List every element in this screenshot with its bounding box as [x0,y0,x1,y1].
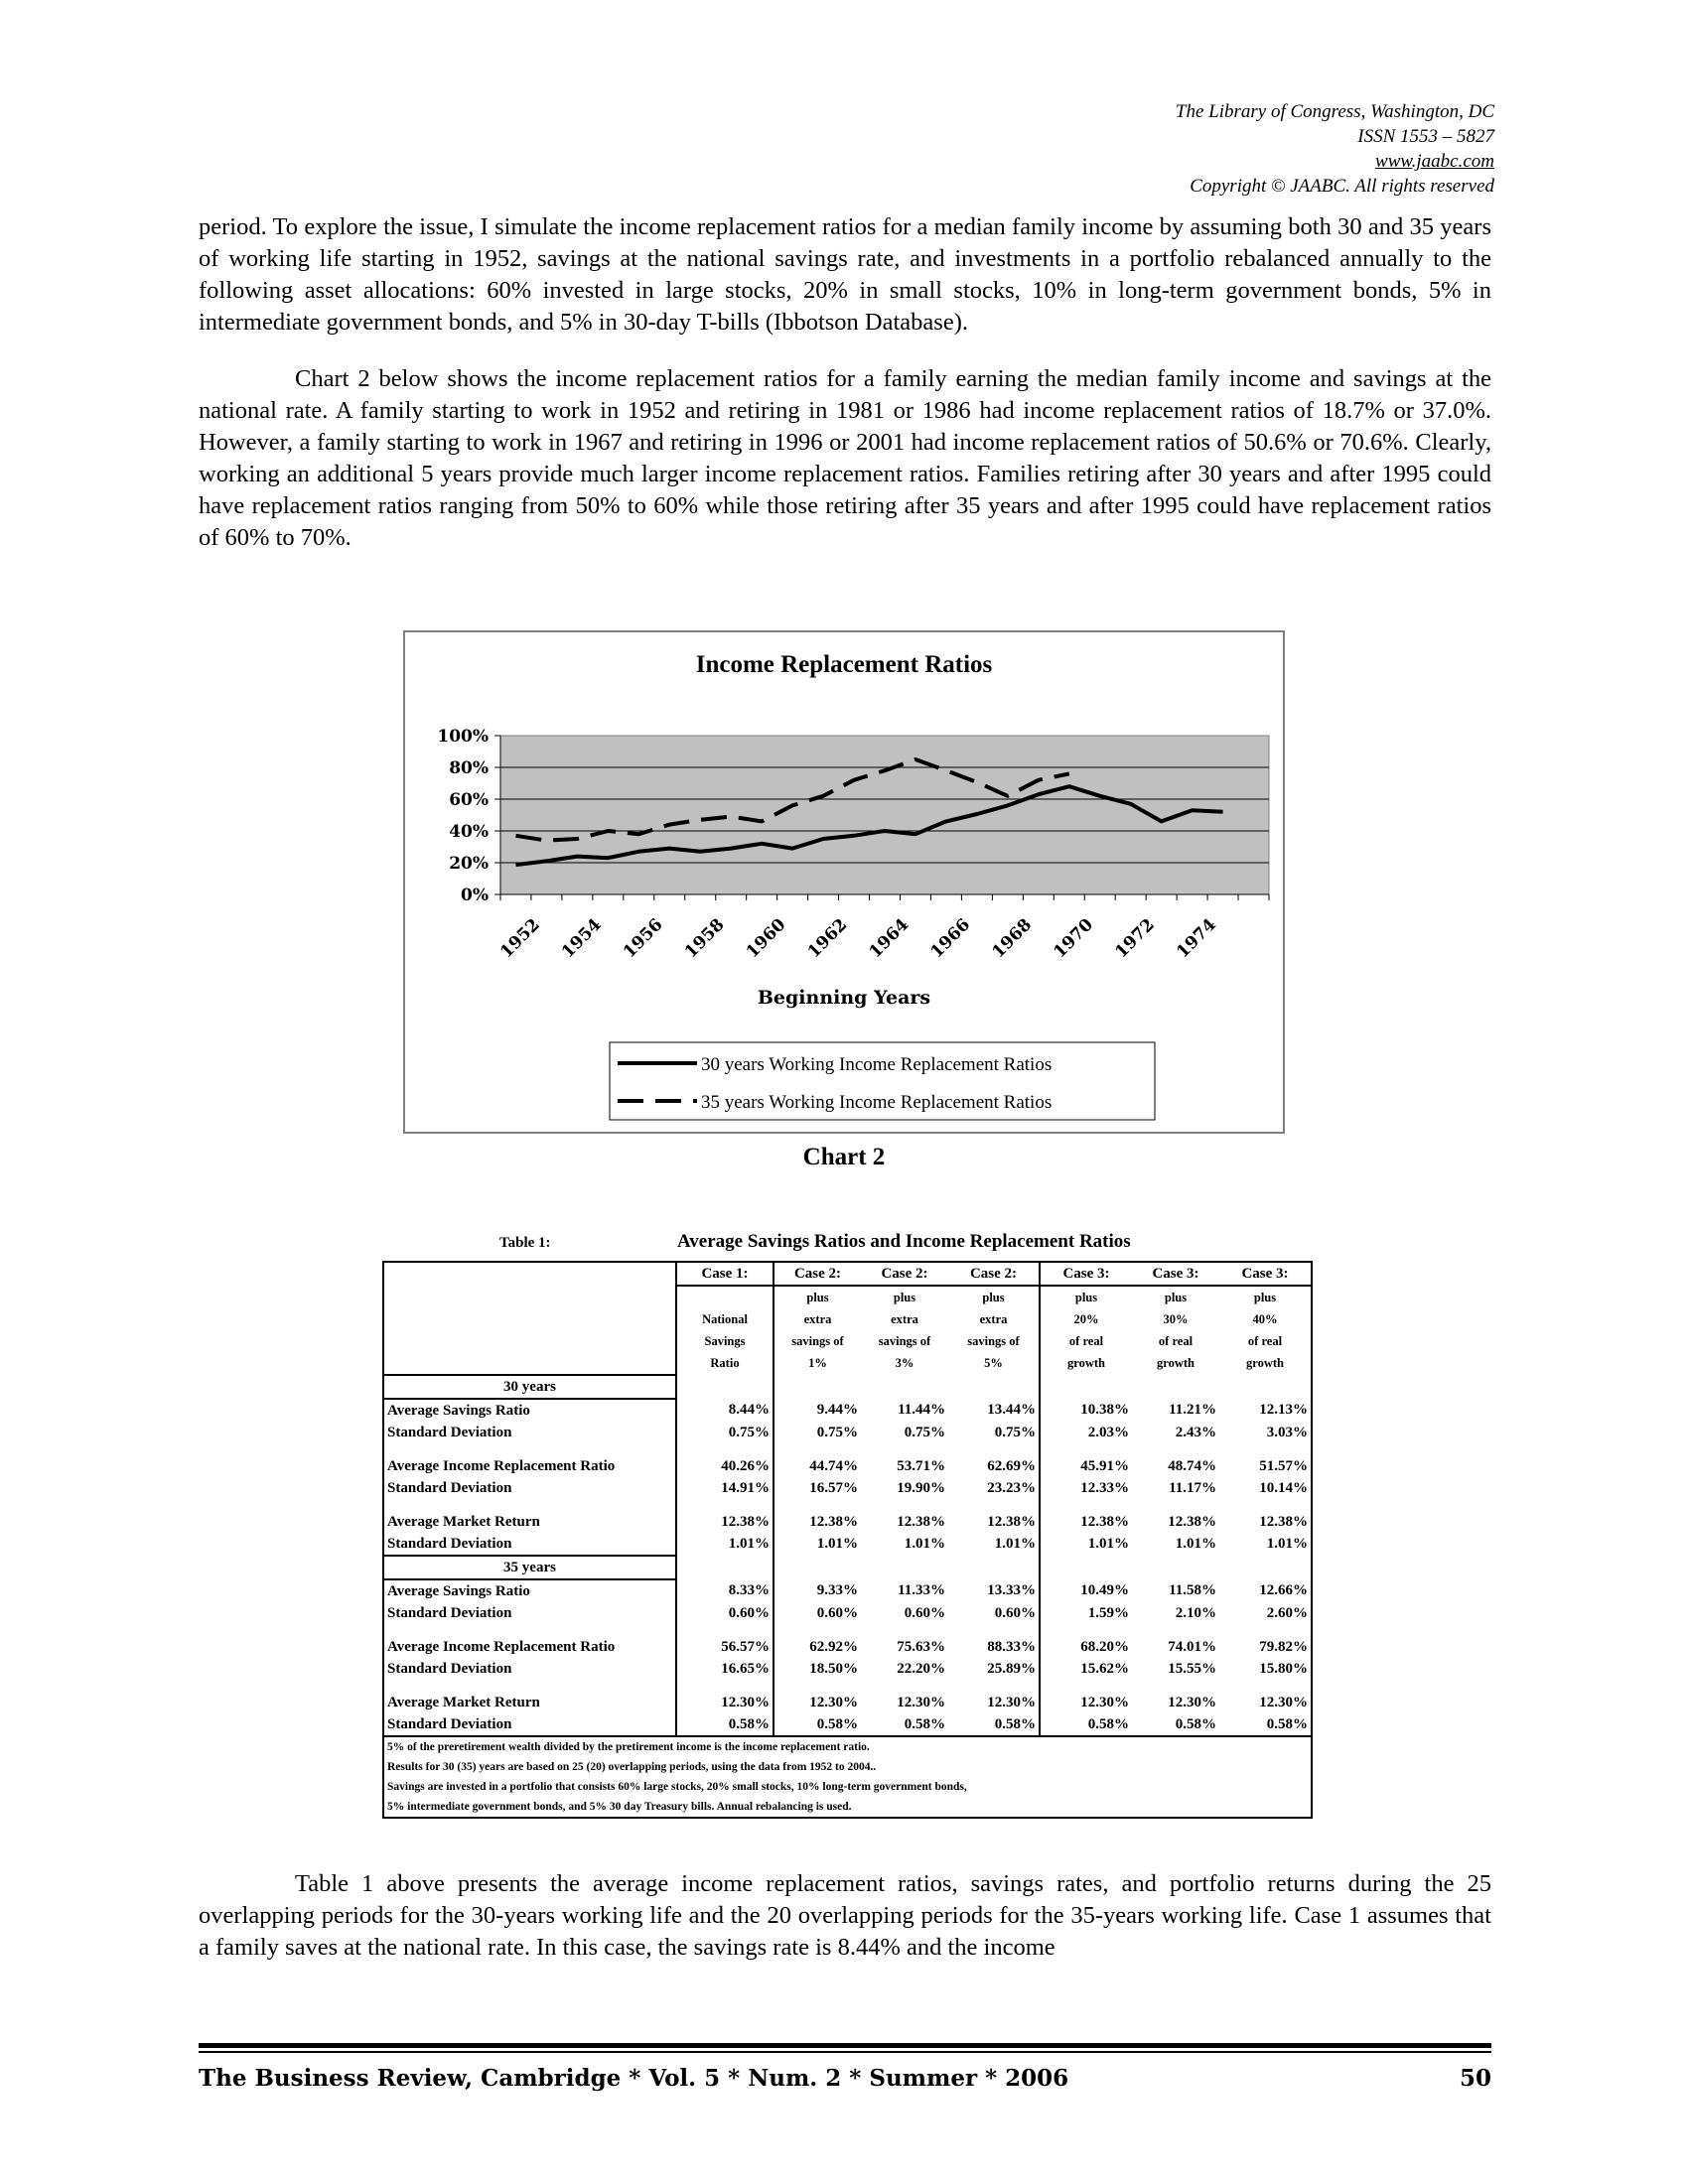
case-description: extra [948,1308,1040,1330]
table-cell: 8.33% [676,1579,774,1602]
table-cell: 0.58% [1219,1713,1312,1736]
row-label: Average Income Replacement Ratio [387,1638,616,1655]
case-description: plus [893,1290,916,1304]
case-description: 40% [1219,1308,1312,1330]
table-cell: 56.57% [676,1636,774,1658]
y-tick-label: 0% [461,886,489,905]
y-tick-label: 20% [449,854,489,874]
table-cell: 68.20% [1080,1638,1129,1655]
x-axis-label: Beginning Years [757,987,931,1009]
case-header: Case 2: [861,1262,948,1286]
row-label: Average Market Return [387,1513,540,1530]
table-row [383,1511,1312,1533]
paragraph-table-discussion: Table 1 above presents the average income replacement ratios, savings rates, and portfolio returns during the 25 overlapping periods for the 30-years working life and the 20 overlapping periods for the 35-years working life. Case 1 assumes that a family saves at the national rate. In this case, the savings rate is 8.44% and the income [199,1870,1491,1961]
case-description: extra [803,1311,832,1326]
row-label: Average Savings Ratio [387,1402,530,1419]
table-cell: 0.60% [676,1602,774,1624]
section-blank [1219,1556,1312,1579]
table-cell: 22.20% [897,1660,945,1677]
section-blank [1040,1375,1132,1399]
table-row [383,1658,1312,1680]
table-cell: 16.65% [676,1658,774,1680]
section-blank [948,1556,1040,1579]
spacer [1040,1624,1132,1636]
spacer [383,1443,676,1455]
page-number: 50 [1459,2065,1491,2092]
table-note: 5% intermediate government bonds, and 5% 30 day Treasury bills. Annual rebalancing is used. [387,1801,852,1813]
case-description: plus [948,1286,1040,1308]
legend-label-35-years: 35 years Working Income Replacement Ratios [701,1092,1053,1113]
subheader-blank [383,1308,676,1330]
spacer-row [383,1443,1312,1455]
x-axis [496,894,1269,962]
table-cell: 1.01% [1175,1536,1216,1552]
x-tick-label: 1954 [558,914,606,963]
y-tick-label: 80% [449,758,489,778]
table-row [383,1399,1312,1422]
header-corner [383,1262,676,1286]
x-tick-label: 1960 [742,914,790,963]
section-blank [861,1375,948,1399]
table-cell: 75.63% [897,1638,945,1655]
spacer [1219,1443,1312,1455]
table-cell: 2.43% [1175,1424,1216,1440]
chart-canvas [405,632,1283,1132]
x-tick-label: 1974 [1173,914,1220,963]
x-tick-label: 1970 [1050,914,1098,963]
spacer [948,1624,1040,1636]
chart-title: Income Replacement Ratios [695,651,993,678]
row-label: Standard Deviation [387,1660,512,1677]
table-row [383,1602,1312,1624]
spacer [1132,1624,1219,1636]
table-cell: 13.33% [948,1579,1040,1602]
spacer [861,1680,948,1692]
spacer [774,1624,861,1636]
paragraph-chart-discussion: Chart 2 below shows the income replacement ratios for a family earning the median family income and savings at the national rate. A family starting to work in 1952 and retiring in 1981 or 1986 had income replacement ratios of 18.7% or 37.0%. However, a family starting to work in 1967 and retiring in 1996 or 2001 had income replacement ratios of 50.6% or 70.6%. Clearly, working an additional 5 years provide much larger income replacement ratios. Families retiring after 30 years and after 1995 could have replacement ratios ranging from 50% to 60% while those retiring after 35 years and after 1995 could have replacement ratios of 60% to 70%. [199,365,1491,551]
spacer [1219,1624,1312,1636]
table-1 [382,1231,1311,1819]
table-cell: 12.33% [1080,1479,1129,1496]
table-cell: 51.57% [1219,1455,1312,1477]
table-cell: 0.58% [816,1715,858,1732]
case-description: National [676,1308,774,1330]
table-cell: 12.30% [948,1692,1040,1713]
table-cell: 48.74% [1168,1457,1216,1474]
table-cell: 0.75% [948,1422,1040,1443]
section-title: 30 years [383,1375,676,1399]
table-cell: 11.44% [898,1402,945,1418]
table-cell: 15.55% [1168,1660,1216,1677]
case-description: plus [1219,1286,1312,1308]
table-label: Table 1: [499,1235,551,1251]
table-cell: 1.59% [1087,1604,1129,1621]
table-cell: 1.01% [1087,1536,1129,1552]
table-cell: 12.30% [897,1694,945,1710]
case-description: plus [1164,1290,1188,1304]
table-note: Results for 30 (35) years are based on 25 (20) overlapping periods, using the data from 1952 to 2004.. [387,1761,877,1773]
paragraph-intro: period. To explore the issue, I simulate the income replacement ratios for a median family income by assuming both 30 and 35 years of working life starting in 1952, savings at the national savings rate, and investments in a portfolio rebalanced annually to the following asset allocations: 60% invested in large stocks, 20% in small stocks, 10% in long-term government bonds, 5% in intermediate government bonds, and 5% in 30-day T-bills (Ibbotson Database). [199,213,1491,336]
table-cell: 10.14% [1219,1477,1312,1499]
table-cell: 1.01% [676,1533,774,1556]
table-row [383,1713,1312,1736]
legend-label-30-years: 30 years Working Income Replacement Ratios [701,1054,1053,1075]
row-label: Average Savings Ratio [387,1582,530,1599]
footer-rule-thin [199,2051,1491,2053]
table-cell: 12.30% [676,1692,774,1713]
table-cell: 18.50% [809,1660,858,1677]
case-header: Case 3: [1040,1262,1132,1286]
table-cell: 1.01% [816,1536,858,1552]
row-label: Average Income Replacement Ratio [387,1457,616,1474]
case-header: Case 3: [1132,1262,1219,1286]
table-cell: 11.21% [1169,1402,1216,1418]
spacer [861,1499,948,1511]
section-blank [774,1375,861,1399]
table-row [383,1636,1312,1658]
table-note-row [383,1777,1312,1797]
table-note: 5% of the preretirement wealth divided by the pretirement income is the income replacement ratio. [383,1736,1312,1757]
section-blank [1040,1556,1132,1579]
row-label: Standard Deviation [387,1715,512,1732]
y-tick-label: 100% [437,727,489,747]
table-cell: 12.38% [1080,1513,1129,1530]
spacer [383,1680,676,1692]
table-cell: 12.30% [1080,1694,1129,1710]
case-description: growth [1067,1356,1105,1370]
case-description: 3% [895,1356,914,1370]
case-description: Savings [676,1330,774,1352]
case-description: growth [1219,1352,1312,1375]
case-header: Case 2: [774,1262,861,1286]
spacer [676,1499,774,1511]
spacer [383,1624,676,1636]
spacer [774,1443,861,1455]
case-header: Case 1: [676,1262,774,1286]
table-cell: 0.60% [948,1602,1040,1624]
table-cell: 1.01% [1219,1533,1312,1556]
table-cell: 62.92% [809,1638,858,1655]
table-cell: 45.91% [1080,1457,1129,1474]
spacer [948,1499,1040,1511]
table-subheader-row [383,1330,1312,1352]
table-cell: 88.33% [948,1636,1040,1658]
spacer [948,1680,1040,1692]
x-tick-label: 1972 [1111,914,1159,963]
table-row [383,1422,1312,1443]
section-blank [1132,1375,1219,1399]
subheader-blank [383,1330,676,1352]
case-description: extra [891,1311,918,1326]
spacer [1132,1680,1219,1692]
subheader-blank [383,1352,676,1375]
table-cell: 1.01% [948,1533,1040,1556]
row-label: Average Market Return [387,1694,540,1710]
spacer [861,1443,948,1455]
spacer [774,1499,861,1511]
table-cell: 0.58% [948,1713,1040,1736]
spacer-row [383,1624,1312,1636]
table-cell: 14.91% [676,1477,774,1499]
row-label: Standard Deviation [387,1604,512,1621]
spacer-row [383,1499,1312,1511]
spacer [676,1680,774,1692]
table-cell: 62.69% [948,1455,1040,1477]
table-title: Average Savings Ratios and Income Replacement Ratios [677,1231,1131,1252]
table-cell: 15.62% [1080,1660,1129,1677]
spacer [1040,1680,1132,1692]
case-description: savings of [791,1333,844,1348]
x-tick-label: 1952 [496,914,544,963]
table-row [383,1455,1312,1477]
x-tick-label: 1956 [619,914,667,963]
spacer [1132,1443,1219,1455]
table-cell: 3.03% [1219,1422,1312,1443]
section-row [383,1375,1312,1399]
table-cell: 12.66% [1219,1579,1312,1602]
table-row [383,1477,1312,1499]
table-cell: 23.23% [948,1477,1040,1499]
subheader-blank [383,1286,676,1308]
table-cell: 12.30% [1219,1692,1312,1713]
row-label: Standard Deviation [387,1424,512,1440]
case-description: Ratio [676,1352,774,1375]
table-cell: 79.82% [1219,1636,1312,1658]
table-cell: 12.38% [676,1511,774,1533]
results-table [382,1261,1313,1819]
table-cell: 8.44% [676,1399,774,1422]
header-library: The Library of Congress, Washington, DC [1175,101,1494,122]
table-cell: 10.49% [1080,1582,1129,1598]
table-cell: 11.33% [898,1582,945,1598]
table-cell: 12.30% [1168,1694,1216,1710]
header-website-link[interactable]: www.jaabc.com [1375,151,1494,172]
case-description: savings of [878,1333,931,1348]
table-cell: 0.75% [904,1424,945,1440]
table-cell: 25.89% [948,1658,1040,1680]
table-cell: 0.75% [676,1422,774,1443]
case-header: Case 3: [1219,1262,1312,1286]
table-cell: 40.26% [676,1455,774,1477]
case-description: of real [1068,1333,1104,1348]
table-cell: 10.38% [1080,1402,1129,1418]
case-description [676,1286,774,1308]
case-description: plus [1074,1290,1098,1304]
case-description: plus [806,1290,829,1304]
section-row [383,1556,1312,1579]
section-blank [861,1556,948,1579]
case-description: 30% [1163,1311,1189,1326]
y-tick-label: 60% [449,790,489,810]
x-tick-label: 1964 [865,914,914,963]
case-description: growth [1157,1356,1195,1370]
spacer [1219,1499,1312,1511]
table-row [383,1692,1312,1713]
chart-caption: Chart 2 [802,1144,886,1170]
section-blank [676,1375,774,1399]
spacer [948,1443,1040,1455]
spacer [383,1499,676,1511]
table-cell: 0.58% [1175,1715,1216,1732]
table-cell: 0.58% [904,1715,945,1732]
table-subheader-row [383,1352,1312,1375]
spacer [1219,1680,1312,1692]
table-cell: 0.60% [816,1604,858,1621]
case-description: of real [1158,1333,1194,1348]
table-cell: 44.74% [809,1457,858,1474]
row-label: Standard Deviation [387,1535,512,1552]
footer-journal: The Business Review, Cambridge * Vol. 5 * Num. 2 * Summer * 2006 [199,2065,1069,2092]
section-title: 35 years [383,1556,676,1579]
table-cell: 12.13% [1219,1399,1312,1422]
y-axis [437,727,500,905]
table-subheader-row [383,1286,1312,1308]
table-cell: 12.38% [948,1511,1040,1533]
table-cell: 2.60% [1219,1602,1312,1624]
spacer [774,1680,861,1692]
table-cell: 74.01% [1168,1638,1216,1655]
spacer [1040,1499,1132,1511]
journal-header [1176,99,1494,199]
table-note-row [383,1736,1312,1757]
case-description: 1% [808,1356,827,1370]
table-row [383,1533,1312,1556]
table-cell: 13.44% [948,1399,1040,1422]
table-cell: 9.33% [816,1582,858,1598]
table-cell: 9.44% [816,1402,858,1418]
case-description: 20% [1073,1311,1099,1326]
spacer [676,1443,774,1455]
table-header-row [383,1262,1312,1286]
table-cell: 16.57% [809,1479,858,1496]
table-cell: 1.01% [904,1536,945,1552]
x-tick-label: 1968 [988,914,1037,963]
x-tick-label: 1966 [926,914,975,963]
section-blank [1132,1556,1219,1579]
table-cell: 0.60% [904,1604,945,1621]
table-cell: 19.90% [897,1479,945,1496]
row-label: Standard Deviation [387,1479,512,1496]
spacer [861,1624,948,1636]
case-description: of real [1219,1330,1312,1352]
table-row [383,1579,1312,1602]
table-cell: 15.80% [1219,1658,1312,1680]
table-cell: 12.38% [809,1513,858,1530]
header-copyright: Copyright © JAABC. All rights reserved [1190,176,1494,197]
table-cell: 12.38% [897,1513,945,1530]
table-cell: 2.10% [1175,1604,1216,1621]
table-cell: 12.30% [809,1694,858,1710]
table-note-row [383,1757,1312,1777]
table-cell: 0.58% [1087,1715,1129,1732]
section-blank [1219,1375,1312,1399]
x-tick-label: 1962 [803,914,852,963]
chart-2 [403,630,1285,1134]
table-note-row [383,1797,1312,1818]
table-cell: 2.03% [1087,1424,1129,1440]
table-subheader-row [383,1308,1312,1330]
table-cell: 11.58% [1169,1582,1216,1598]
spacer [676,1624,774,1636]
section-blank [774,1556,861,1579]
table-cell: 53.71% [897,1457,945,1474]
spacer [1040,1443,1132,1455]
section-blank [676,1556,774,1579]
spacer-row [383,1680,1312,1692]
case-description: savings of [948,1330,1040,1352]
y-tick-label: 40% [449,822,489,842]
table-cell: 0.75% [816,1424,858,1440]
case-description: 5% [948,1352,1040,1375]
table-cell: 11.17% [1169,1479,1216,1496]
table-note: Savings are invested in a portfolio that consists 60% large stocks, 20% small stocks, 10% long-term government bonds, [387,1781,967,1793]
section-blank [948,1375,1040,1399]
table-cell: 0.58% [676,1713,774,1736]
spacer [1132,1499,1219,1511]
case-header: Case 2: [948,1262,1040,1286]
x-tick-label: 1958 [680,914,729,963]
table-cell: 12.38% [1219,1511,1312,1533]
header-issn: ISSN 1553 – 5827 [1357,126,1494,147]
footer-rule-thick [199,2043,1491,2048]
table-cell: 12.38% [1168,1513,1216,1530]
